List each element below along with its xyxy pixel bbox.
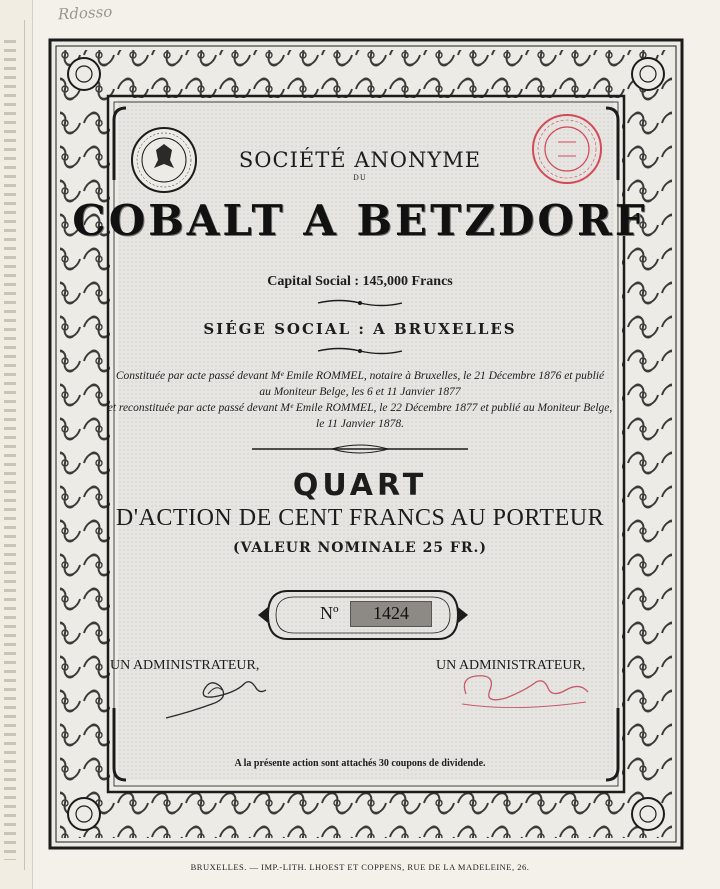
printer-imprint: BRUXELLES. — IMP.-LITH. LHOEST ET COPPENS, RUE DE LA MADELEINE, 26. bbox=[190, 862, 530, 872]
flourish-divider bbox=[252, 444, 468, 454]
constitution-paragraph bbox=[0, 368, 720, 432]
number-box bbox=[350, 601, 432, 627]
flourish-divider bbox=[318, 346, 402, 356]
flourish-divider bbox=[318, 298, 402, 308]
pencil-annotation: Rdosso bbox=[57, 2, 113, 24]
constitution-line: au Moniteur Belge, les 6 et 11 Janvier 1877 bbox=[259, 386, 461, 398]
siege-social-line: SIÉGE SOCIAL : A BRUXELLES bbox=[203, 320, 517, 338]
coupons-note: A la présente action sont attachés 30 coupons de dividende. bbox=[234, 758, 486, 769]
du-label: DU bbox=[353, 174, 367, 182]
nominal-value: (VALEUR NOMINALE 25 FR.) bbox=[232, 540, 487, 556]
constitution-line: le 11 Janvier 1878. bbox=[316, 418, 404, 430]
company-name: COBALT A BETZDORF bbox=[72, 196, 648, 245]
number-label: Nº bbox=[320, 603, 339, 623]
societe-anonyme-heading: SOCIÉTÉ ANONYME bbox=[238, 148, 482, 172]
stub-strip bbox=[0, 0, 33, 889]
constitution-line: et reconstituée par acte passé devant Mᵉ Emile ROMMEL, le 22 Décembre 1877 et publié au Moniteur Belge, bbox=[107, 402, 613, 414]
certificate-number: 1424 bbox=[373, 603, 409, 623]
administrator-label-right: UN ADMINISTRATEUR, bbox=[436, 658, 586, 673]
certificate-number-cartouche bbox=[258, 585, 468, 645]
administrator-label-left: UN ADMINISTRATEUR, bbox=[110, 658, 260, 673]
constitution-line: Constituée par acte passé devant Mᵉ Emile ROMMEL, notaire à Bruxelles, le 21 Décembre 1876 et publié bbox=[115, 370, 605, 382]
action-description: D'ACTION DE CENT FRANCS AU PORTEUR bbox=[115, 505, 605, 531]
signature-left bbox=[160, 672, 270, 724]
signature-right bbox=[456, 668, 596, 714]
capital-line: Capital Social : 145,000 Francs bbox=[267, 274, 453, 289]
quart-title: QUART bbox=[292, 468, 428, 503]
